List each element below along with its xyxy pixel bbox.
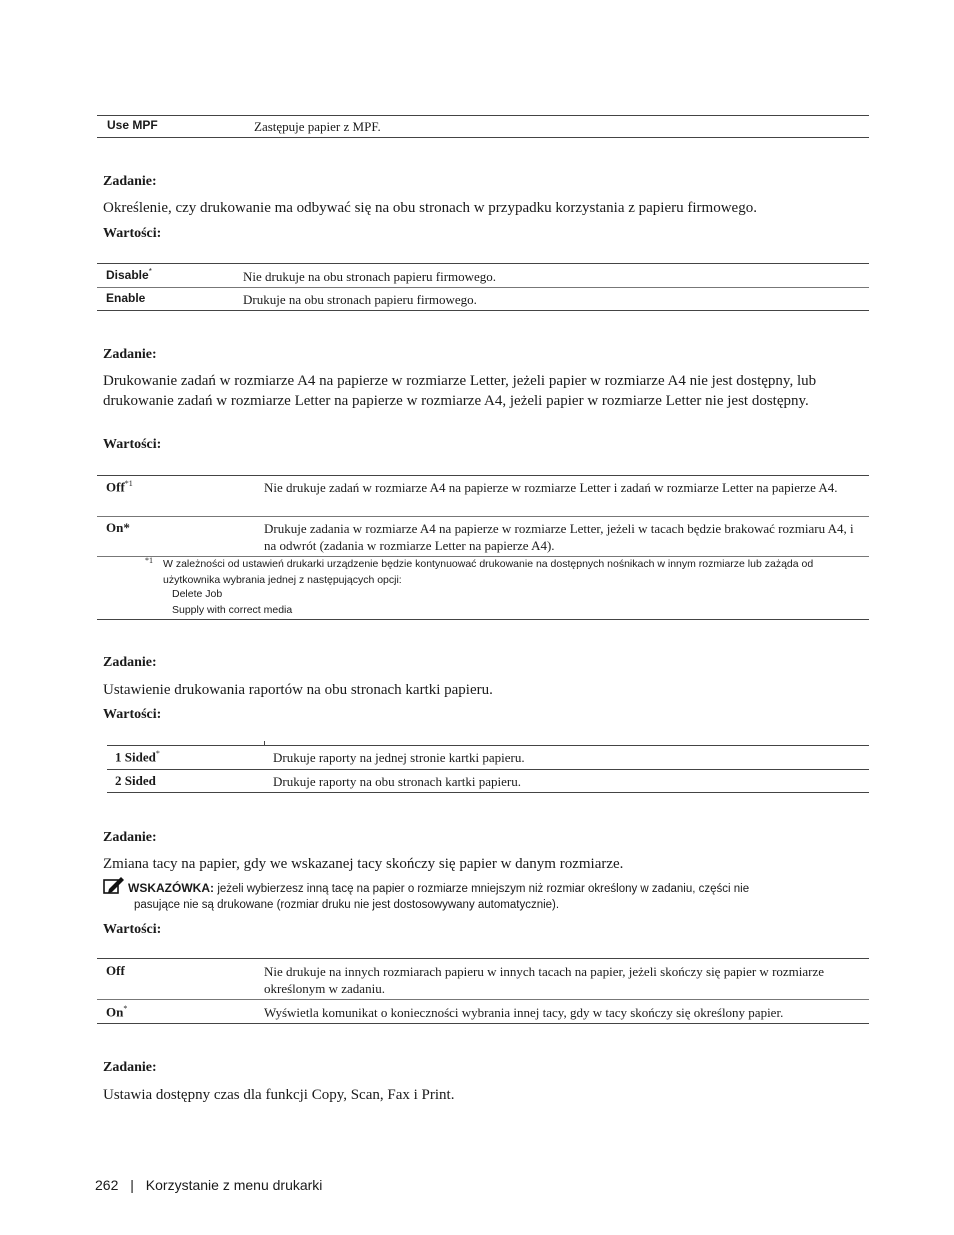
- table-key: 2 Sided: [115, 773, 156, 788]
- table-rule: [107, 745, 869, 746]
- table-rule: [97, 310, 869, 311]
- table-rule: [97, 137, 869, 138]
- table-value: Drukuje raporty na jednej stronie kartki papieru.: [273, 750, 525, 765]
- table-value: Drukuje na obu stronach papieru firmowego.: [243, 292, 477, 307]
- values-label: Wartości:: [103, 922, 162, 937]
- section-heading: Zadanie:: [103, 174, 157, 189]
- footnote-option: Supply with correct media: [172, 604, 293, 616]
- table-value: Nie drukuje na obu stronach papieru firmowego.: [243, 269, 497, 284]
- table-rule: [97, 263, 869, 264]
- pencil-note-icon: [103, 876, 125, 894]
- section-heading: Zadanie:: [103, 347, 157, 362]
- values-label: Wartości:: [103, 226, 162, 241]
- table-rule: [107, 769, 869, 770]
- section-text: Określenie, czy drukowanie ma odbywać się na obu stronach w przypadku korzystania z papieru firmowego.: [103, 200, 757, 216]
- section-text: Ustawienie drukowania raportów na obu stronach kartki papieru.: [103, 682, 493, 698]
- table-value: Nie drukuje na innych rozmiarach papieru w innych tacach na papier, jeżeli skończy się papier w rozmiarze określonym w zadaniu.: [264, 964, 825, 996]
- note-text-continued: pasujące nie są drukowane (rozmiar druku nie jest dostosowywany automatycznie).: [134, 899, 560, 911]
- table-rule: [97, 958, 869, 959]
- footer-title: Korzystanie z menu drukarki: [145, 1177, 323, 1193]
- note-text: jeżeli wybierzesz inną tacę na papier o rozmiarze mniejszym niż rozmiar określony w zadaniu, części nie: [217, 883, 750, 895]
- table-key: Off: [106, 963, 125, 978]
- table-key: Enable: [106, 291, 146, 305]
- table-value: Nie drukuje zadań w rozmiarze A4 na papierze w rozmiarze Letter i zadań w rozmiarze Letter na papierze A4.: [264, 480, 838, 495]
- section-text: Zmiana tacy na papier, gdy we wskazanej tacy skończy się papier w danym rozmiarze.: [103, 856, 624, 872]
- table-key: Use MPF: [107, 118, 158, 132]
- table-key: On*: [106, 1004, 128, 1020]
- table-rule: [97, 287, 869, 288]
- values-label: Wartości:: [103, 707, 162, 722]
- table-rule: [97, 115, 869, 116]
- footnote-mark: *1: [145, 556, 153, 565]
- note-label: WSKAZÓWKA:: [128, 881, 214, 895]
- section-text: Ustawia dostępny czas dla funkcji Copy, Scan, Fax i Print.: [103, 1087, 455, 1103]
- table-value: Wyświetla komunikat o konieczności wybrania innej tacy, gdy w tacy skończy się określony papier.: [264, 1005, 784, 1020]
- table-rule: [97, 999, 869, 1000]
- section-heading: Zadanie:: [103, 1060, 157, 1075]
- footer-separator: |: [130, 1177, 134, 1193]
- footnote-option: Delete Job: [172, 588, 223, 600]
- table-rule: [97, 475, 869, 476]
- page-footer: [95, 1177, 322, 1193]
- footnote-text: W zależności od ustawień drukarki urządzenie będzie kontynuować drukowanie na dostępnych nośnikach w innym rozmiarze lub zażąda od użytkownika wybrania jednej z następujących opcji:: [163, 558, 814, 586]
- table-value: Drukuje raporty na obu stronach kartki papieru.: [273, 774, 522, 789]
- table-rule: [97, 516, 869, 517]
- table-key: 1 Sided*: [115, 749, 160, 765]
- table-rule: [107, 792, 869, 793]
- table-rule: [97, 1023, 869, 1024]
- section-heading: Zadanie:: [103, 655, 157, 670]
- table-value: Drukuje zadania w rozmiarze A4 na papierze w rozmiarze Letter, jeżeli w tacach będzie brakować rozmiaru A4, i na odwrót (zadania w rozmiarze Letter na papierze A4).: [264, 521, 854, 553]
- table-key: On*: [106, 520, 130, 535]
- note: [128, 880, 749, 898]
- section-text: Drukowanie zadań w rozmiarze A4 na papierze w rozmiarze Letter, jeżeli papier w rozmiarze A4 nie jest dostępny, lub drukowanie zadań w rozmiarze Letter na papierze w rozmiarze A4, jeżeli papier w rozmiarze Letter nie jest dostępny.: [103, 373, 817, 409]
- section-heading: Zadanie:: [103, 830, 157, 845]
- values-label: Wartości:: [103, 437, 162, 452]
- page-number: 262: [95, 1177, 119, 1193]
- table-key: Disable*: [106, 267, 152, 282]
- table-value: Zastępuje papier z MPF.: [254, 119, 381, 134]
- table-key: Off$^{*1}$: [106, 479, 133, 495]
- table-rule: [97, 619, 869, 620]
- column-divider: [264, 741, 265, 746]
